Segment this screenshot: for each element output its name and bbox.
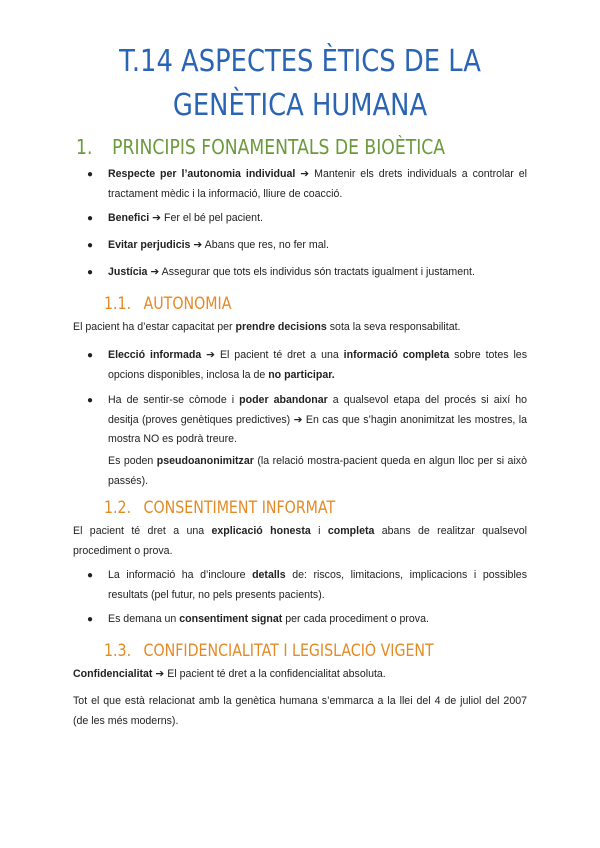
- section-1-2-heading: [104, 498, 335, 517]
- list-item: [87, 209, 527, 229]
- text: Es demana un: [108, 613, 180, 625]
- bullet-icon: ●: [87, 614, 94, 625]
- text: La informació ha d’incloure: [108, 569, 253, 581]
- bold-text: completa: [327, 525, 375, 537]
- text: sota la seva responsabilitat.: [326, 321, 461, 333]
- bullet-icon: ●: [87, 570, 94, 581]
- bold-text: Confidencialitat: [73, 668, 153, 680]
- bullet-icon: ●: [87, 169, 94, 180]
- bold-text: pseudoanonimitzar: [156, 455, 254, 467]
- section-number: 1.: [76, 135, 93, 159]
- list-item: [87, 263, 527, 283]
- bold-text: informació completa: [343, 349, 450, 361]
- arrow-icon: ➔: [155, 668, 165, 680]
- section-number: 1.2.: [104, 498, 132, 517]
- paragraph: [73, 318, 527, 338]
- document-title: [94, 40, 507, 128]
- bullet-icon: ●: [87, 350, 94, 361]
- bullet-icon: ●: [87, 240, 94, 251]
- bold-text: no participar.: [268, 368, 335, 381]
- section-title: CONSENTIMENT INFORMAT: [143, 498, 336, 517]
- arrow-icon: ➔: [293, 413, 303, 426]
- bullet-icon: ●: [87, 213, 94, 224]
- list-item: [87, 610, 527, 630]
- bullet-text: Mantenir els drets individuals a controlar el tractament mèdic i la informació, lliure de coacció.: [108, 168, 527, 200]
- text: El pacient té dret a la confidencialitat absoluta.: [167, 668, 386, 680]
- bold-text: detalls: [252, 569, 286, 581]
- bullet-text: Abans que res, no fer mal.: [204, 239, 329, 251]
- paragraph: [73, 665, 527, 685]
- list-item: [87, 236, 527, 256]
- bold-text: prendre decisions: [235, 321, 327, 333]
- paragraph: Tot el que està relacionat amb la genètica humana s’emmarca a la llei del 4 de juliol del 2007 (de les més moderns).: [73, 695, 527, 727]
- section-number: 1.1.: [104, 294, 132, 313]
- bullet-term: Elecció informada: [108, 349, 202, 361]
- text: (la relació mostra-pacient queda en algun lloc per si això passés).: [108, 455, 527, 487]
- bullet-icon: ●: [87, 267, 94, 278]
- bullet-term: Respecte per l’autonomia individual: [108, 168, 296, 180]
- section-title: CONFIDENCIALITAT I LEGISLACIÓ VIGENT: [143, 641, 434, 660]
- title-line-1: T.14 ASPECTES ÈTICS DE LA: [119, 44, 481, 79]
- section-1-heading: [76, 135, 445, 159]
- text: En cas que s’hagin anonimitzat les mostres, la mostra NO es podrà treure.: [108, 413, 527, 445]
- arrow-icon: ➔: [300, 168, 310, 180]
- text: per cada procediment o prova.: [282, 613, 429, 625]
- section-1-3-heading: [104, 641, 434, 660]
- list-item: [87, 165, 527, 204]
- bold-text: explicació honesta: [211, 525, 311, 537]
- list-item: [87, 391, 527, 450]
- bullet-text: Fer el bé pel pacient.: [164, 212, 263, 224]
- bullet-term: Justícia: [108, 266, 148, 278]
- bold-text: poder abandonar: [239, 394, 328, 406]
- text: Ha de sentir-se còmode i: [108, 394, 240, 406]
- text: a qualsevol etapa del procés si així ho desitja (proves genètiques predictives): [108, 394, 527, 426]
- paragraph: [73, 522, 527, 561]
- text: abans de realitzar qualsevol procediment o prova.: [73, 525, 527, 557]
- section-title: AUTONOMIA: [143, 294, 232, 313]
- text: El pacient té dret a una: [73, 525, 212, 537]
- arrow-icon: ➔: [206, 349, 216, 361]
- text: El pacient ha d’estar capacitat per: [73, 321, 236, 333]
- arrow-icon: ➔: [150, 266, 160, 278]
- text: El pacient té dret a una: [219, 349, 344, 361]
- list-item: [87, 566, 527, 605]
- bullet-term: Benefici: [108, 212, 150, 224]
- text: Es poden: [108, 455, 157, 467]
- section-1-1-heading: [104, 294, 231, 313]
- section-number: 1.3.: [104, 641, 132, 660]
- bullet-icon: ●: [87, 395, 94, 406]
- arrow-icon: ➔: [152, 212, 162, 224]
- bullet-term: Evitar perjudicis: [108, 239, 191, 251]
- list-item: [87, 346, 527, 385]
- arrow-icon: ➔: [193, 239, 203, 251]
- sub-paragraph: [108, 452, 527, 491]
- bullet-text: Assegurar que tots els individus són tractats igualment i justament.: [161, 266, 475, 278]
- bold-text: consentiment signat: [179, 613, 283, 625]
- text: i: [310, 525, 328, 537]
- text: de: riscos, limitacions, implicacions i possibles resultats (pel futur, no pels presents pacients).: [108, 569, 527, 601]
- text: sobre totes les opcions disponibles, inclosa la de: [108, 349, 527, 381]
- section-title: PRINCIPIS FONAMENTALS DE BIOÈTICA: [112, 135, 446, 159]
- title-line-2: GENÈTICA HUMANA: [172, 88, 428, 123]
